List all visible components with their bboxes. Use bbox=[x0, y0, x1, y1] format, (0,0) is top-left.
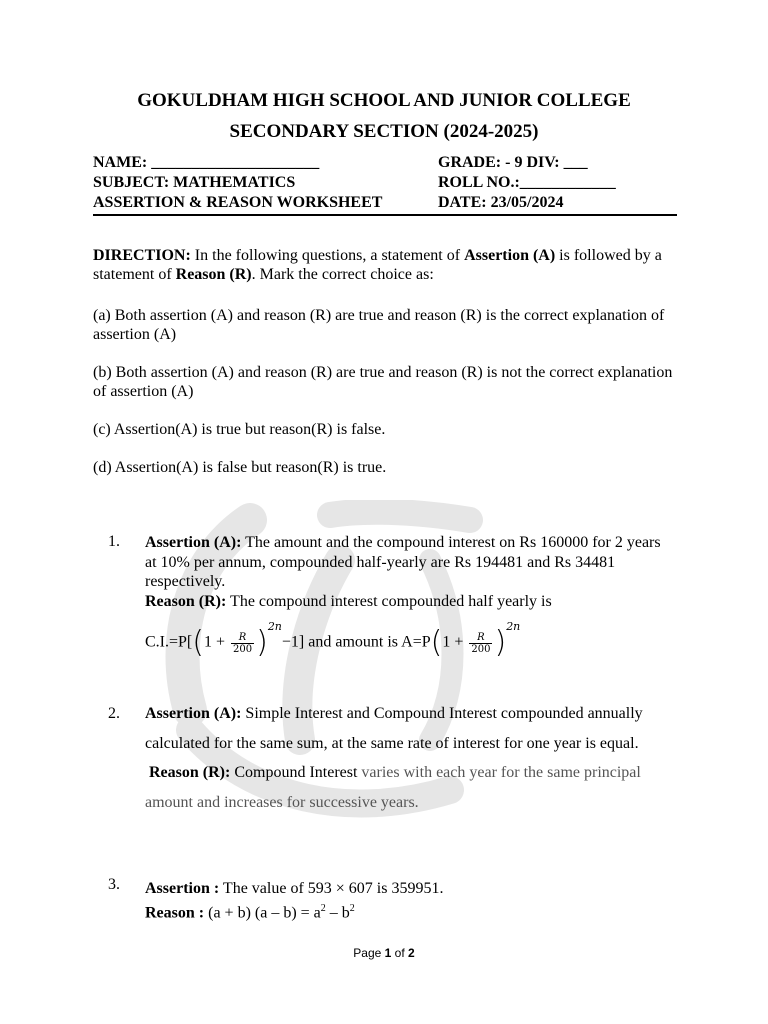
reason-label: Reason (R): bbox=[145, 592, 227, 610]
option-a: (a) Both assertion (A) and reason (R) are true and reason (R) is the correct explanation of assertion (A) bbox=[93, 307, 665, 343]
assertion-label: Assertion : bbox=[145, 880, 220, 897]
worksheet-title: ASSERTION & REASON WORKSHEET bbox=[93, 194, 383, 211]
fraction-numerator: R bbox=[231, 632, 254, 644]
question-3 bbox=[145, 879, 675, 922]
page-label: Page bbox=[353, 946, 385, 960]
direction-text: is followed by a statement of bbox=[93, 247, 662, 283]
direction-label: DIRECTION: bbox=[93, 247, 191, 264]
grade-field: GRADE: - 9 DIV: ___ bbox=[438, 154, 588, 171]
direction-text: In the following questions, a statement of bbox=[190, 247, 465, 264]
reason-text: The compound interest compounded half yearly is bbox=[226, 592, 552, 610]
formula-text: −1] and amount is A=P bbox=[281, 633, 431, 651]
page-number: 1 bbox=[384, 946, 392, 960]
formula-text: C.I.=P[ bbox=[145, 633, 193, 651]
paren-close: ) bbox=[494, 625, 507, 660]
exponent: 2n bbox=[267, 620, 282, 633]
assertion-text: Simple Interest and Compound Interest compounded annually calculated for the same sum, at the same rate of interest for one year is equal. bbox=[145, 705, 643, 752]
option-c: (c) Assertion(A) is true but reason(R) is false. bbox=[93, 421, 386, 438]
superscript: 2 bbox=[349, 902, 355, 914]
direction-text: . Mark the correct choice as: bbox=[251, 266, 434, 283]
page-total: 2 bbox=[408, 946, 415, 960]
assertion-text: The value of 593 × 607 is 359951. bbox=[219, 880, 444, 897]
fraction-denominator: 200 bbox=[471, 643, 491, 655]
assertion-label: Assertion (A): bbox=[145, 534, 242, 551]
question-2 bbox=[145, 699, 675, 817]
formula-text: 1 + bbox=[442, 633, 464, 651]
paren-open: ( bbox=[192, 625, 204, 660]
reason-label: Reason : bbox=[145, 903, 205, 921]
direction-paragraph bbox=[93, 246, 683, 284]
page-of-label: of bbox=[391, 946, 409, 960]
fraction bbox=[469, 632, 492, 655]
question-number: 2. bbox=[108, 705, 120, 722]
reason-label: Reason (R): bbox=[149, 764, 231, 781]
fraction-denominator: 200 bbox=[233, 643, 253, 655]
fraction bbox=[231, 632, 254, 655]
reason-text: varies with each year for the same principal amount and increases for successive years. bbox=[145, 764, 641, 811]
question-number: 3. bbox=[108, 876, 120, 893]
header-divider bbox=[93, 214, 677, 216]
exponent: 2n bbox=[506, 620, 521, 633]
question-number: 1. bbox=[108, 533, 120, 550]
direction-assertion: Assertion (A) bbox=[464, 247, 556, 264]
fraction-numerator: R bbox=[469, 632, 492, 644]
option-b: (b) Both assertion (A) and reason (R) are true and reason (R) is not the correct explanation of assertion (A) bbox=[93, 364, 673, 400]
paren-close: ) bbox=[256, 625, 268, 660]
superscript: 2 bbox=[320, 902, 326, 914]
subject-field: SUBJECT: MATHEMATICS bbox=[93, 174, 296, 191]
reason-text: (a + b) (a – b) = a bbox=[204, 903, 321, 921]
paren-open: ( bbox=[430, 625, 443, 660]
assertion-text: The amount and the compound interest on Rs 160000 for 2 years at 10% per annum, compounded half-yearly are Rs 194481 and Rs 34481 respectively. bbox=[145, 534, 661, 590]
compound-interest-formula bbox=[145, 620, 685, 668]
assertion-label: Assertion (A): bbox=[145, 705, 242, 722]
name-field: NAME: _____________________ bbox=[93, 154, 320, 171]
formula-text: 1 + bbox=[203, 633, 225, 651]
date-field: DATE: 23/05/2024 bbox=[438, 194, 564, 211]
option-d: (d) Assertion(A) is false but reason(R) is true. bbox=[93, 459, 387, 476]
page-indicator bbox=[0, 946, 768, 960]
reason-text: Compound Interest bbox=[230, 764, 358, 781]
question-1 bbox=[145, 533, 675, 611]
roll-field: ROLL NO.:____________ bbox=[438, 174, 616, 191]
school-name: GOKULDHAM HIGH SCHOOL AND JUNIOR COLLEGE bbox=[137, 90, 631, 111]
direction-reason: Reason (R) bbox=[175, 266, 252, 283]
reason-text: – b bbox=[325, 903, 350, 921]
section-title: SECONDARY SECTION (2024-2025) bbox=[229, 121, 539, 142]
